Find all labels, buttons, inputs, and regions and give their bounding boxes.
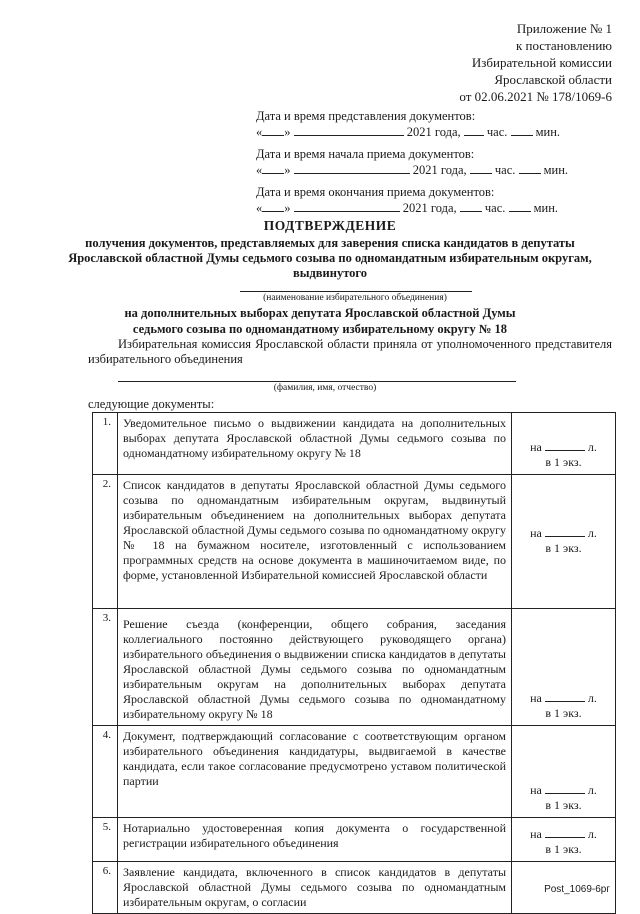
row-number: 3. (93, 609, 118, 726)
row-count[interactable]: на л. в 1 экз. (512, 818, 616, 862)
row-text: Список кандидатов в депутаты Ярославской областной Думы седьмого созыва по одномандатным избирательным округам, выдвинутый избирательным объединением на дополнительных выборах депутата Ярославской областной Думы седьмого созыва по одномандатному округу № 18 на бумажном носителе, изготовленный с использованием программных средств на основе документа в машиночитаемом виде, по форме, установленной Избирательной комиссией Ярославской области (118, 475, 512, 609)
document-title: ПОДТВЕРЖДЕНИЕ (263, 218, 397, 233)
appendix-line: к постановлению (515, 38, 612, 53)
row-number: 6. (93, 862, 118, 914)
row-text: Уведомительное письмо о выдвижении кандидата на дополнительных выборах депутата Ярославской областной Думы седьмого созыва по одномандатному избирательному округу № 18 (118, 413, 512, 475)
appendix-block (352, 20, 612, 105)
submission-datetime-field[interactable]: « » 2021 года, час. мин. (256, 125, 561, 139)
row-text: Документ, подтверждающий согласование с соответствующим органом избирательного объединения кандидатуры, выдвигаемой в качестве кандидата, если такое согласование предусмотрено уставом политической партии (118, 726, 512, 818)
documents-table (92, 412, 616, 914)
row-count[interactable]: на л. в 1 экз. (512, 726, 616, 818)
row-count[interactable]: на л. в 1 экз. (512, 475, 616, 609)
document-subtitle: получения документов, представляемых для заверения списка кандидатов в депутаты Ярославской областной Думы седьмого созыва по одномандатным избирательным округам, выдвинутого (68, 236, 592, 280)
end-datetime-label: Дата и время окончания приема документов: (256, 185, 495, 199)
table-row (93, 818, 616, 862)
footer-code: Post_1069-6рг (544, 884, 610, 895)
org-name-caption: (наименование избирательного объединения) (263, 293, 447, 303)
row-count[interactable]: на л. в 1 экз. (512, 609, 616, 726)
appendix-line: Избирательной комиссии (471, 55, 612, 70)
table-row (93, 726, 616, 818)
row-text: Заявление кандидата, включенного в список кандидатов в депутаты Ярославской областной Думы седьмого созыва по одномандатным избирательным округам, о согласии (118, 862, 512, 914)
row-number: 4. (93, 726, 118, 818)
submission-datetime-label: Дата и время представления документов: (256, 109, 476, 123)
table-row (93, 475, 616, 609)
row-number: 1. (93, 413, 118, 475)
start-datetime-field[interactable]: « » 2021 года, час. мин. (256, 163, 569, 177)
row-number: 5. (93, 818, 118, 862)
fio-caption: (фамилия, имя, отчество) (273, 383, 377, 393)
table-row (93, 413, 616, 475)
appendix-line: Ярославской области (494, 72, 612, 87)
documents-label: следующие документы: (88, 397, 215, 411)
table-row (93, 609, 616, 726)
fio-line[interactable] (118, 381, 516, 382)
table-row (93, 862, 616, 914)
row-text: Решение съезда (конференции, общего собрания, заседания коллегиального постоянно действующего руководящего органа) избирательного объединения о выдвижении списка кандидатов в депутаты Ярославской областной Думы седьмого созыва по одномандатным избирательным округам на дополнительных выборах депутата Ярославской областной Думы седьмого созыва по одномандатному избирательному округу № 18 (118, 609, 512, 726)
appendix-line: Приложение № 1 (516, 21, 612, 36)
end-datetime-field[interactable]: « » 2021 года, час. мин. (256, 201, 559, 215)
org-name-line[interactable] (240, 291, 472, 292)
row-text: Нотариально удостоверенная копия документа о государственной регистрации избирательного объединения (118, 818, 512, 862)
row-count[interactable]: на л. в 1 экз. (512, 413, 616, 475)
intro-paragraph: Избирательная комиссия Ярославской области приняла от уполномоченного представителя избирательного объединения (88, 337, 612, 366)
start-datetime-label: Дата и время начала приема документов: (256, 147, 475, 161)
row-number: 2. (93, 475, 118, 609)
appendix-line: от 02.06.2021 № 178/1069-6 (459, 89, 612, 104)
dates-block (256, 108, 596, 222)
election-title: на дополнительных выборах депутата Ярославской областной Думы седьмого созыва по одномандатному избирательному округу № 18 (124, 306, 516, 336)
